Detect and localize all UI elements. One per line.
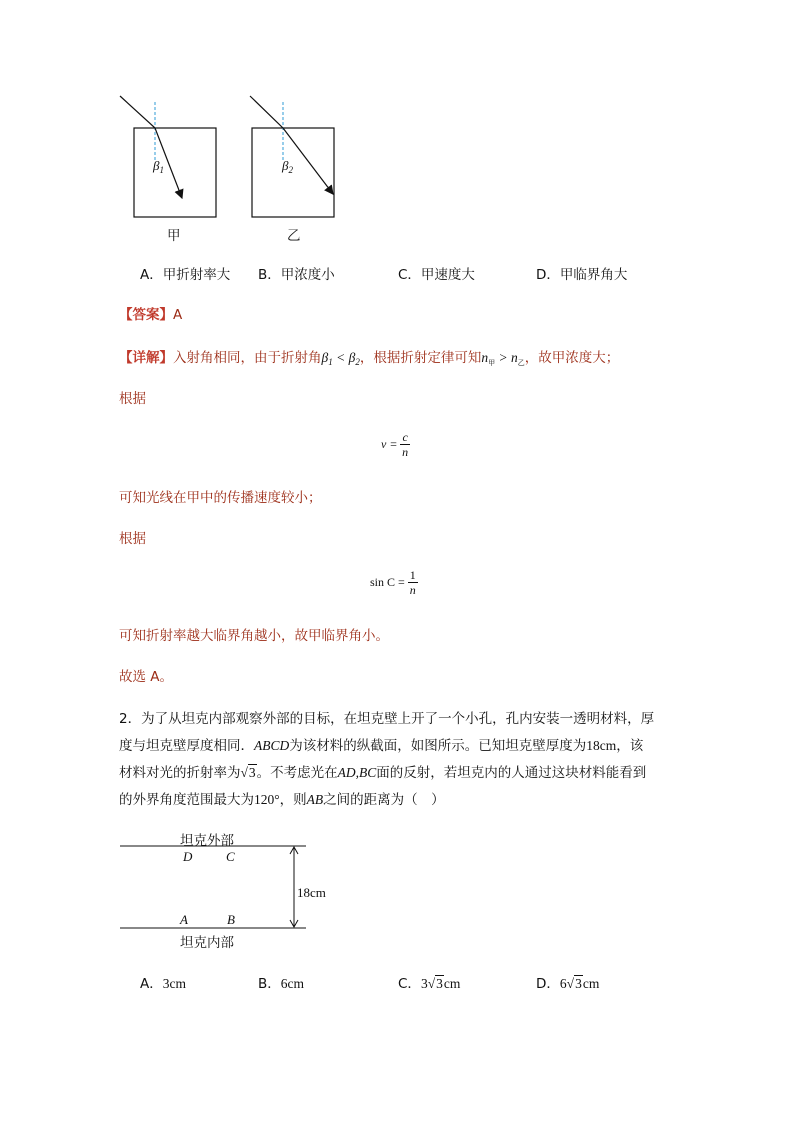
detail-tag: 【详解】: [119, 350, 173, 366]
box-jia: [134, 128, 216, 217]
q2-line-4: 的外界角度范围最大为120°，则AB之间的距离为（ ）: [119, 792, 445, 808]
thickness-label: 18cm: [297, 885, 326, 900]
equation-critical: sin C = $\frac{1}{n}$: [370, 568, 416, 597]
q1-option-d: D．甲临界角大: [536, 267, 628, 283]
q2-option-d: D．6√3cm: [536, 976, 600, 992]
label-yi: 乙: [287, 228, 301, 244]
answer-value: A: [173, 307, 183, 323]
q2-line-3: 材料对光的折射率为√3。不考虑光在AD,BC面的反射，若坦克内的人通过这块材料能看到: [119, 765, 647, 781]
q1-option-b: B．甲浓度小: [258, 267, 335, 283]
q2-line-2: 度与坦克壁厚度相同．ABCD为该材料的纵截面，如图所示。已知坦克壁厚度为18cm，该: [119, 738, 644, 754]
tank-wall-figure: [118, 840, 318, 940]
tank-inside-label: 坦克内部: [180, 935, 234, 951]
point-d: D: [183, 849, 193, 864]
incident-ray-jia: [120, 96, 155, 128]
refraction-figure: [110, 90, 350, 250]
q2-option-c: C．3√3cm: [398, 976, 461, 992]
beta1-label: $\beta_1$: [153, 158, 164, 175]
q2-line-1: 2．为了从坦克内部观察外部的目标，在坦克壁上开了一个小孔，孔内安装一透明材料，厚: [119, 711, 655, 727]
according-2: 根据: [119, 531, 146, 547]
according-1: 根据: [119, 391, 146, 407]
detail-line: 【详解】入射角相同，由于折射角$\beta_1 < \beta_2$，根据折射定律可知$n_甲 > n_乙$，故甲浓度大；: [119, 350, 620, 367]
point-b: B: [227, 912, 235, 927]
beta2-label: $\beta_2$: [282, 158, 293, 175]
choose-line: 故选 A。: [119, 669, 174, 685]
answer-tag: 【答案】: [119, 307, 173, 323]
point-c: C: [226, 849, 235, 864]
q2-option-a: A．3cm: [140, 976, 186, 992]
point-a: A: [180, 912, 188, 927]
q1-option-c: C．甲速度大: [398, 267, 475, 283]
answer-line: [119, 303, 182, 323]
label-jia: 甲: [167, 228, 181, 244]
equation-speed: v = $\frac{c}{n}$: [381, 430, 409, 459]
q1-option-a: A．甲折射率大: [140, 267, 231, 283]
q2-option-b: B．6cm: [258, 976, 305, 992]
line-critical: 可知折射率越大临界角越小，故甲临界角小。: [119, 628, 389, 644]
tank-outside-label: 坦克外部: [180, 833, 234, 849]
line-speed: 可知光线在甲中的传播速度较小；: [119, 490, 322, 506]
incident-ray-yi: [250, 96, 283, 128]
